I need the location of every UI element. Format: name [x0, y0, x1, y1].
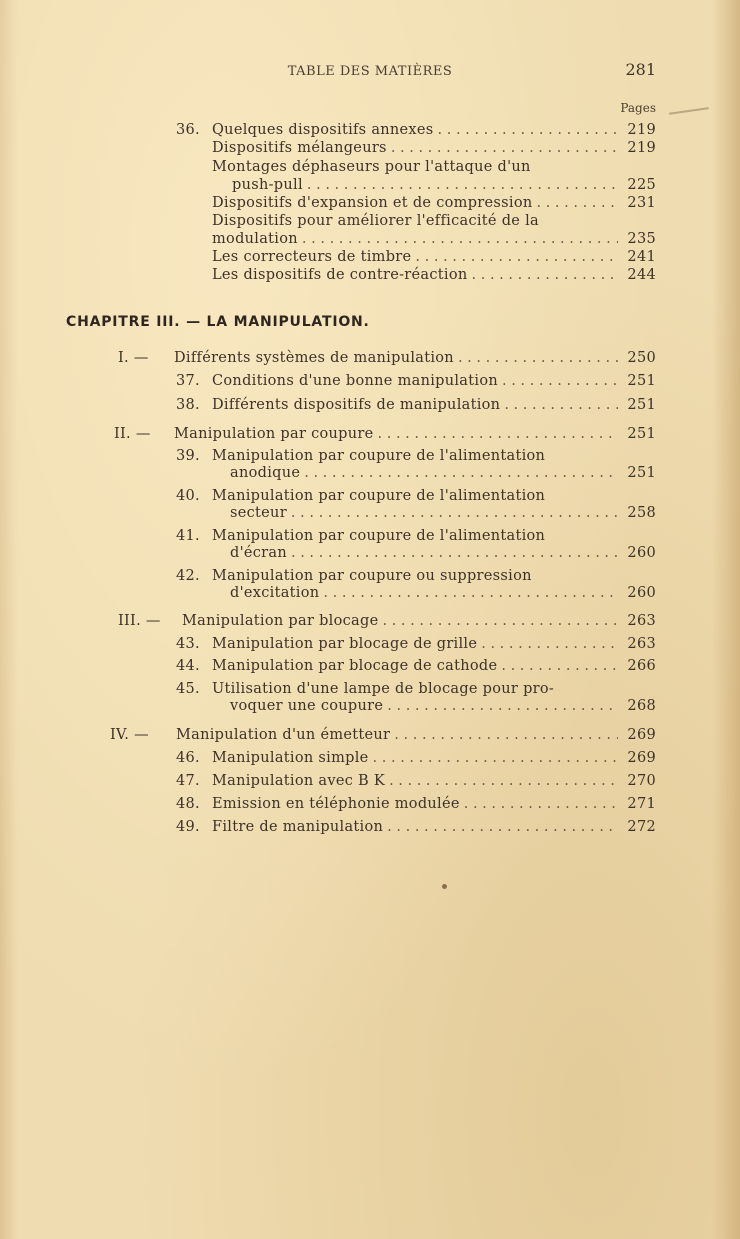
entry-number: 49. — [176, 819, 200, 835]
entry-number: 38. — [176, 397, 200, 413]
toc-part-heading[interactable] — [114, 425, 656, 443]
entry-number: 37. — [176, 373, 200, 389]
entry-title: Manipulation simple — [212, 750, 369, 766]
toc-part-heading[interactable] — [118, 349, 656, 367]
entry-page: 270 — [627, 773, 656, 789]
leader-dots — [373, 749, 618, 767]
toc-entry[interactable] — [212, 266, 656, 284]
toc-entry[interactable] — [212, 194, 656, 212]
ink-speck — [442, 884, 447, 889]
entry-title: push-pull — [232, 177, 303, 193]
toc-entry-line[interactable] — [176, 680, 606, 698]
leader-dots — [323, 584, 618, 602]
entry-page: 250 — [627, 350, 656, 366]
entry-number: 46. — [176, 750, 200, 766]
leader-dots — [458, 349, 618, 367]
part-number: III. — — [118, 613, 161, 629]
toc-entry[interactable] — [176, 635, 656, 653]
toc-entry[interactable] — [212, 230, 656, 248]
toc-part-heading[interactable] — [118, 612, 656, 630]
toc-entry[interactable] — [176, 121, 656, 139]
entry-number: 45. — [176, 681, 200, 697]
entry-page: 231 — [627, 195, 656, 211]
page-number: 281 — [625, 60, 656, 79]
toc-entry[interactable] — [176, 749, 656, 767]
entry-title: Manipulation par blocage — [182, 613, 379, 629]
entry-page: 258 — [627, 505, 656, 521]
page-smudge — [667, 93, 709, 114]
entry-title-cont: anodique — [230, 465, 301, 481]
toc-entry[interactable] — [230, 504, 656, 522]
entry-title: Les correcteurs de timbre — [212, 249, 412, 265]
entry-title: Conditions d'une bonne manipulation — [212, 373, 498, 389]
entry-page: 268 — [627, 698, 656, 714]
leader-dots — [389, 772, 618, 790]
entry-title: Manipulation par blocage de cathode — [212, 658, 498, 674]
leader-dots — [502, 372, 618, 390]
entry-page: 266 — [627, 658, 656, 674]
entry-title: Quelques dispositifs annexes — [212, 122, 434, 138]
toc-entry[interactable] — [232, 176, 656, 194]
entry-page: 272 — [627, 819, 656, 835]
leader-dots — [378, 425, 618, 443]
running-title: TABLE DES MATIÈRES — [287, 64, 453, 79]
toc-entry[interactable] — [176, 396, 656, 414]
toc-entry-line[interactable] — [176, 567, 606, 585]
toc-entry[interactable] — [176, 657, 656, 675]
entry-number: 39. — [176, 448, 200, 464]
entry-number: 43. — [176, 636, 200, 652]
toc-entry[interactable] — [176, 795, 656, 813]
part-number: I. — — [118, 350, 149, 366]
entry-title: Manipulation par coupure — [174, 426, 374, 442]
entry-page: 244 — [627, 267, 656, 283]
entry-page: 225 — [627, 177, 656, 193]
entry-page: 251 — [627, 397, 656, 413]
toc-entry-line[interactable] — [176, 527, 606, 545]
entry-title: Les dispositifs de contre-réaction — [212, 267, 468, 283]
entry-title: Manipulation par blocage de grille — [212, 636, 478, 652]
pages-column-label: Pages — [620, 101, 656, 115]
toc-entry[interactable] — [230, 464, 656, 482]
entry-title: Manipulation par coupure de l'alimentation — [212, 528, 546, 544]
entry-page: 251 — [627, 426, 656, 442]
toc-entry[interactable] — [230, 584, 656, 602]
leader-dots — [394, 726, 618, 744]
entry-title: Emission en téléphonie modulée — [212, 796, 460, 812]
entry-number: 47. — [176, 773, 200, 789]
entry-page: 260 — [627, 585, 656, 601]
entry-title: Dispositifs pour améliorer l'efficacité de la — [212, 213, 539, 229]
toc-entry[interactable] — [212, 139, 656, 157]
toc-entry-line[interactable] — [176, 447, 606, 465]
entry-title-cont: secteur — [230, 505, 287, 521]
entry-page: 219 — [627, 122, 656, 138]
toc-entry[interactable] — [212, 248, 656, 266]
entry-title: modulation — [212, 231, 298, 247]
toc-entry[interactable] — [176, 818, 656, 836]
entry-number: 36. — [176, 122, 200, 138]
leader-dots — [464, 795, 618, 813]
leader-dots — [382, 612, 618, 630]
leader-dots — [438, 121, 618, 139]
leader-dots — [302, 230, 618, 248]
leader-dots — [304, 464, 618, 482]
leader-dots — [307, 176, 618, 194]
toc-entry[interactable] — [230, 544, 656, 562]
entry-number: 40. — [176, 488, 200, 504]
toc-entry[interactable] — [230, 697, 656, 715]
leader-dots — [481, 635, 618, 653]
part-number: IV. — — [110, 727, 149, 743]
leader-dots — [537, 194, 619, 212]
entry-page: 263 — [627, 613, 656, 629]
entry-number: 41. — [176, 528, 200, 544]
entry-title: Différents systèmes de manipulation — [174, 350, 454, 366]
leader-dots — [387, 818, 618, 836]
leader-dots — [415, 248, 618, 266]
entry-number: 48. — [176, 796, 200, 812]
entry-page: 241 — [627, 249, 656, 265]
entry-page: 251 — [627, 373, 656, 389]
toc-part-heading[interactable] — [110, 726, 656, 744]
entry-page: 269 — [627, 727, 656, 743]
entry-title: Manipulation avec B K — [212, 773, 386, 789]
toc-entry[interactable] — [176, 372, 656, 390]
toc-entry-line[interactable] — [176, 487, 606, 505]
leader-dots — [291, 544, 618, 562]
entry-number: 42. — [176, 568, 200, 584]
leader-dots — [472, 266, 618, 284]
entry-page: 271 — [627, 796, 656, 812]
entry-title: Filtre de manipulation — [212, 819, 384, 835]
entry-page: 235 — [627, 231, 656, 247]
entry-title: Dispositifs d'expansion et de compression — [212, 195, 533, 211]
toc-entry-line[interactable] — [212, 212, 604, 230]
leader-dots — [504, 396, 618, 414]
entry-number: 44. — [176, 658, 200, 674]
entry-title: Manipulation par coupure ou suppression — [212, 568, 532, 584]
entry-title: Manipulation par coupure de l'alimentation — [212, 448, 546, 464]
entry-page: 251 — [627, 465, 656, 481]
entry-page: 219 — [627, 140, 656, 156]
entry-page: 269 — [627, 750, 656, 766]
entry-title: Manipulation par coupure de l'alimentation — [212, 488, 546, 504]
entry-page: 260 — [627, 545, 656, 561]
entry-page: 263 — [627, 636, 656, 652]
toc-entry[interactable] — [176, 772, 656, 790]
entry-title: Montages déphaseurs pour l'attaque d'un — [212, 159, 531, 175]
leader-dots — [391, 139, 618, 157]
leader-dots — [387, 697, 618, 715]
entry-title: Manipulation d'un émetteur — [176, 727, 391, 743]
entry-title: Différents dispositifs de manipulation — [212, 397, 501, 413]
entry-title: Utilisation d'une lampe de blocage pour pro- — [212, 681, 555, 697]
entry-title-cont: voquer une coupure — [230, 698, 384, 714]
entry-title-cont: d'excitation — [230, 585, 320, 601]
leader-dots — [291, 504, 618, 522]
leader-dots — [501, 657, 618, 675]
entry-title-cont: d'écran — [230, 545, 287, 561]
entry-title: Dispositifs mélangeurs — [212, 140, 387, 156]
part-number: II. — — [114, 426, 151, 442]
chapter-heading: CHAPITRE III. — LA MANIPULATION. — [66, 314, 370, 330]
toc-entry-line[interactable] — [212, 158, 604, 176]
